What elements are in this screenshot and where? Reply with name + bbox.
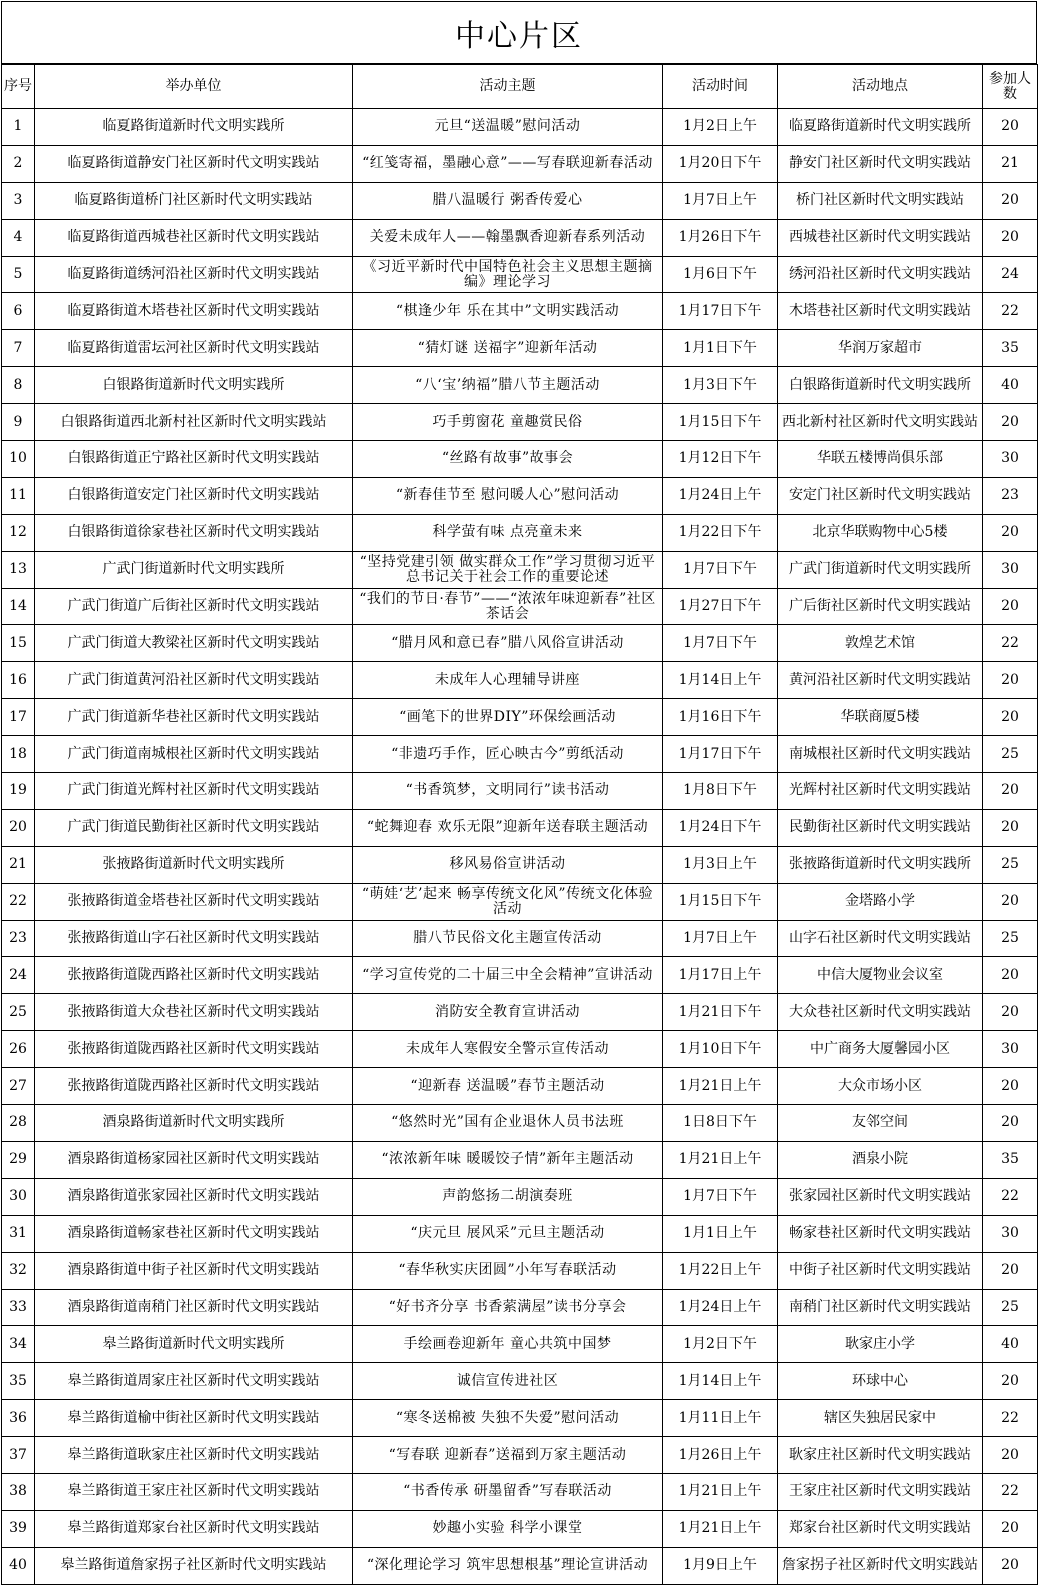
cell-count: 22 [983,1178,1038,1215]
cell-organizer: 皋兰路街道周家庄社区新时代文明实践站 [35,1363,353,1400]
table-row [2,367,1038,404]
cell-count: 22 [983,1400,1038,1437]
cell-theme: 妙趣小实验 科学小课堂 [353,1510,663,1547]
cell-count: 20 [983,662,1038,699]
cell-place: 耿家庄社区新时代文明实践站 [778,1437,983,1474]
table-row [2,145,1038,182]
cell-theme: “丝路有故事”故事会 [353,441,663,478]
cell-time: 1月22日下午 [663,514,778,551]
cell-place: 大众巷社区新时代文明实践站 [778,994,983,1031]
cell-theme: 诚信宣传进社区 [353,1363,663,1400]
cell-organizer: 酒泉路街道张家园社区新时代文明实践站 [35,1178,353,1215]
header-count: 参加人数 [983,65,1038,109]
cell-no: 23 [2,920,35,957]
cell-organizer: 广武门街道南城根社区新时代文明实践站 [35,736,353,773]
cell-no: 11 [2,477,35,514]
cell-count: 20 [983,883,1038,920]
cell-no: 35 [2,1363,35,1400]
cell-organizer: 皋兰路街道詹家拐子社区新时代文明实践站 [35,1547,353,1584]
cell-theme: “深化理论学习 筑牢思想根基”理论宣讲活动 [353,1547,663,1584]
cell-time: 1月26日下午 [663,219,778,256]
cell-place: 白银路街道新时代文明实践所 [778,367,983,404]
cell-theme: 腊八节民俗文化主题宣传活动 [353,920,663,957]
cell-time: 1月12日下午 [663,441,778,478]
cell-theme: “新春佳节至 慰问暖人心”慰问活动 [353,477,663,514]
header-time: 活动时间 [663,65,778,109]
cell-time: 1月2日下午 [663,1326,778,1363]
cell-no: 25 [2,994,35,1031]
cell-time: 1月3日下午 [663,367,778,404]
cell-place: 民勤街社区新时代文明实践站 [778,809,983,846]
cell-time: 1日8日下午 [663,1105,778,1142]
cell-organizer: 广武门街道民勤街社区新时代文明实践站 [35,809,353,846]
table-row [2,1141,1038,1178]
cell-theme: “猜灯谜 送福字”迎新年活动 [353,330,663,367]
cell-place: 畅家巷社区新时代文明实践站 [778,1215,983,1252]
cell-count: 30 [983,551,1038,588]
cell-theme: “春华秋实庆团圆”小年写春联活动 [353,1252,663,1289]
cell-place: 张掖路街道新时代文明实践所 [778,846,983,883]
cell-no: 21 [2,846,35,883]
cell-time: 1月11日上午 [663,1400,778,1437]
header-no: 序号 [2,65,35,109]
table-row [2,736,1038,773]
cell-organizer: 白银路街道正宁路社区新时代文明实践站 [35,441,353,478]
cell-count: 20 [983,809,1038,846]
cell-theme: “棋逢少年 乐在其中”文明实践活动 [353,293,663,330]
cell-place: 光辉村社区新时代文明实践站 [778,773,983,810]
cell-no: 16 [2,662,35,699]
cell-organizer: 皋兰路街道王家庄社区新时代文明实践站 [35,1473,353,1510]
cell-no: 30 [2,1178,35,1215]
cell-no: 33 [2,1289,35,1326]
cell-no: 15 [2,625,35,662]
cell-organizer: 张掖路街道山字石社区新时代文明实践站 [35,920,353,957]
cell-theme: 消防安全教育宣讲活动 [353,994,663,1031]
cell-place: 静安门社区新时代文明实践站 [778,145,983,182]
cell-place: 大众市场小区 [778,1068,983,1105]
table-row [2,699,1038,736]
cell-place: 华润万家超市 [778,330,983,367]
cell-time: 1月15日下午 [663,404,778,441]
cell-place: 黄河沿社区新时代文明实践站 [778,662,983,699]
cell-time: 1月1日下午 [663,330,778,367]
cell-theme: 手绘画卷迎新年 童心共筑中国梦 [353,1326,663,1363]
cell-theme: “坚持党建引领 做实群众工作”学习贯彻习近平总书记关于社会工作的重要论述 [353,551,663,588]
cell-no: 19 [2,773,35,810]
cell-theme: “我们的节日·春节”——“浓浓年味迎新春”社区茶话会 [353,588,663,625]
cell-no: 39 [2,1510,35,1547]
cell-place: 耿家庄小学 [778,1326,983,1363]
table-row [2,1215,1038,1252]
cell-count: 20 [983,773,1038,810]
cell-organizer: 白银路街道安定门社区新时代文明实践站 [35,477,353,514]
cell-theme: 未成年人心理辅导讲座 [353,662,663,699]
cell-time: 1月20日下午 [663,145,778,182]
cell-place: 南稍门社区新时代文明实践站 [778,1289,983,1326]
cell-theme: “萌娃‘艺’起来 畅享传统文化风”传统文化体验活动 [353,883,663,920]
cell-count: 35 [983,330,1038,367]
cell-no: 1 [2,109,35,146]
cell-time: 1月15日下午 [663,883,778,920]
table-row [2,920,1038,957]
cell-time: 1月9日上午 [663,1547,778,1584]
cell-organizer: 酒泉路街道新时代文明实践所 [35,1105,353,1142]
cell-no: 24 [2,957,35,994]
table-header-row [2,65,1038,109]
table-row [2,514,1038,551]
cell-count: 20 [983,957,1038,994]
cell-organizer: 临夏路街道木塔巷社区新时代文明实践站 [35,293,353,330]
cell-theme: 声韵悠扬二胡演奏班 [353,1178,663,1215]
cell-time: 1月7日上午 [663,182,778,219]
cell-time: 1月7日下午 [663,625,778,662]
cell-count: 25 [983,1289,1038,1326]
table-row [2,1547,1038,1584]
cell-theme: 未成年人寒假安全警示宣传活动 [353,1031,663,1068]
cell-theme: “庆元旦 展风采”元旦主题活动 [353,1215,663,1252]
cell-no: 20 [2,809,35,846]
cell-time: 1月21日上午 [663,1473,778,1510]
cell-theme: “画笔下的世界DIY”环保绘画活动 [353,699,663,736]
cell-organizer: 酒泉路街道南稍门社区新时代文明实践站 [35,1289,353,1326]
cell-theme: “蛇舞迎春 欢乐无限”迎新年送春联主题活动 [353,809,663,846]
cell-no: 10 [2,441,35,478]
cell-time: 1月22日上午 [663,1252,778,1289]
cell-organizer: 广武门街道新华巷社区新时代文明实践站 [35,699,353,736]
cell-no: 5 [2,256,35,293]
header-organizer: 举办单位 [35,65,353,109]
table-row [2,773,1038,810]
cell-count: 20 [983,1252,1038,1289]
cell-place: 华联商厦5楼 [778,699,983,736]
cell-theme: 关爱未成年人——翰墨飘香迎新春系列活动 [353,219,663,256]
cell-place: 金塔路小学 [778,883,983,920]
cell-count: 20 [983,219,1038,256]
cell-time: 1月21日上午 [663,1141,778,1178]
table-row [2,1031,1038,1068]
cell-count: 20 [983,182,1038,219]
cell-place: 木塔巷社区新时代文明实践站 [778,293,983,330]
table-row [2,1400,1038,1437]
cell-time: 1月21日上午 [663,1510,778,1547]
cell-time: 1月7日下午 [663,1178,778,1215]
cell-theme: “悠然时光”国有企业退休人员书法班 [353,1105,663,1142]
cell-no: 8 [2,367,35,404]
table-row [2,1473,1038,1510]
cell-place: 桥门社区新时代文明实践站 [778,182,983,219]
cell-no: 2 [2,145,35,182]
cell-count: 40 [983,367,1038,404]
cell-count: 20 [983,1105,1038,1142]
table-row [2,1437,1038,1474]
cell-place: 北京华联购物中心5楼 [778,514,983,551]
table-row [2,1105,1038,1142]
cell-count: 20 [983,1068,1038,1105]
cell-organizer: 张掖路街道陇西路社区新时代文明实践站 [35,1068,353,1105]
cell-place: 敦煌艺术馆 [778,625,983,662]
cell-time: 1月27日下午 [663,588,778,625]
cell-count: 30 [983,1215,1038,1252]
table-row [2,477,1038,514]
table-row [2,588,1038,625]
cell-count: 20 [983,1547,1038,1584]
cell-no: 40 [2,1547,35,1584]
cell-count: 20 [983,404,1038,441]
cell-organizer: 白银路街道徐家巷社区新时代文明实践站 [35,514,353,551]
cell-theme: “书香筑梦，文明同行”读书活动 [353,773,663,810]
cell-count: 21 [983,145,1038,182]
cell-time: 1月26日上午 [663,1437,778,1474]
cell-no: 37 [2,1437,35,1474]
header-theme: 活动主题 [353,65,663,109]
table-row [2,1510,1038,1547]
cell-theme: “迎新春 送温暖”春节主题活动 [353,1068,663,1105]
cell-theme: “学习宣传党的二十届三中全会精神”宣讲活动 [353,957,663,994]
cell-organizer: 张掖路街道新时代文明实践所 [35,846,353,883]
cell-organizer: 广武门街道新时代文明实践所 [35,551,353,588]
cell-no: 7 [2,330,35,367]
cell-count: 25 [983,920,1038,957]
cell-count: 20 [983,699,1038,736]
table-row [2,219,1038,256]
table-row [2,957,1038,994]
activity-table [1,64,1038,1585]
cell-no: 14 [2,588,35,625]
cell-theme: 《习近平新时代中国特色社会主义思想主题摘编》理论学习 [353,256,663,293]
table-row [2,883,1038,920]
cell-organizer: 酒泉路街道杨家园社区新时代文明实践站 [35,1141,353,1178]
cell-count: 30 [983,441,1038,478]
cell-count: 20 [983,994,1038,1031]
table-body [2,109,1038,1585]
header-place: 活动地点 [778,65,983,109]
cell-theme: “浓浓新年味 暖暖饺子情”新年主题活动 [353,1141,663,1178]
table-row [2,662,1038,699]
cell-time: 1月2日上午 [663,109,778,146]
cell-no: 34 [2,1326,35,1363]
cell-organizer: 广武门街道大教梁社区新时代文明实践站 [35,625,353,662]
cell-time: 1月24日上午 [663,1289,778,1326]
cell-place: 中广商务大厦馨园小区 [778,1031,983,1068]
cell-time: 1月7日下午 [663,551,778,588]
cell-place: 友邻空间 [778,1105,983,1142]
cell-count: 22 [983,1473,1038,1510]
cell-place: 酒泉小院 [778,1141,983,1178]
cell-count: 20 [983,109,1038,146]
cell-time: 1月8日下午 [663,773,778,810]
cell-time: 1月21日下午 [663,994,778,1031]
cell-no: 38 [2,1473,35,1510]
cell-place: 山字石社区新时代文明实践站 [778,920,983,957]
cell-time: 1月17日下午 [663,293,778,330]
cell-organizer: 酒泉路街道中街子社区新时代文明实践站 [35,1252,353,1289]
table-row [2,404,1038,441]
cell-no: 9 [2,404,35,441]
cell-organizer: 白银路街道西北新村社区新时代文明实践站 [35,404,353,441]
table-row [2,1289,1038,1326]
cell-no: 32 [2,1252,35,1289]
cell-time: 1月7日上午 [663,920,778,957]
table-row [2,109,1038,146]
cell-count: 24 [983,256,1038,293]
table-row [2,256,1038,293]
cell-theme: 腊八温暖行 粥香传爱心 [353,182,663,219]
cell-place: 临夏路街道新时代文明实践所 [778,109,983,146]
cell-time: 1月24日上午 [663,477,778,514]
cell-no: 27 [2,1068,35,1105]
cell-no: 31 [2,1215,35,1252]
table-row [2,1252,1038,1289]
cell-organizer: 临夏路街道静安门社区新时代文明实践站 [35,145,353,182]
cell-theme: “寒冬送棉被 失独不失爱”慰问活动 [353,1400,663,1437]
table-row [2,625,1038,662]
cell-place: 张家园社区新时代文明实践站 [778,1178,983,1215]
cell-count: 35 [983,1141,1038,1178]
cell-organizer: 酒泉路街道畅家巷社区新时代文明实践站 [35,1215,353,1252]
cell-place: 中信大厦物业会议室 [778,957,983,994]
cell-count: 20 [983,514,1038,551]
cell-theme: “红笺寄福，墨融心意”——写春联迎新春活动 [353,145,663,182]
table-row [2,441,1038,478]
cell-time: 1月21日上午 [663,1068,778,1105]
cell-place: 中街子社区新时代文明实践站 [778,1252,983,1289]
cell-organizer: 临夏路街道雷坛河社区新时代文明实践站 [35,330,353,367]
table-row [2,1178,1038,1215]
cell-organizer: 皋兰路街道郑家台社区新时代文明实践站 [35,1510,353,1547]
cell-no: 18 [2,736,35,773]
cell-no: 17 [2,699,35,736]
cell-place: 安定门社区新时代文明实践站 [778,477,983,514]
cell-count: 22 [983,625,1038,662]
cell-count: 30 [983,1031,1038,1068]
cell-count: 25 [983,736,1038,773]
cell-organizer: 临夏路街道西城巷社区新时代文明实践站 [35,219,353,256]
cell-theme: 移风易俗宣讲活动 [353,846,663,883]
cell-count: 40 [983,1326,1038,1363]
cell-no: 26 [2,1031,35,1068]
table-row [2,846,1038,883]
cell-place: 南城根社区新时代文明实践站 [778,736,983,773]
cell-organizer: 皋兰路街道榆中街社区新时代文明实践站 [35,1400,353,1437]
cell-time: 1月24日下午 [663,809,778,846]
cell-no: 4 [2,219,35,256]
cell-no: 29 [2,1141,35,1178]
cell-theme: “腊月风和意已春”腊八风俗宣讲活动 [353,625,663,662]
cell-count: 23 [983,477,1038,514]
cell-organizer: 广武门街道广后街社区新时代文明实践站 [35,588,353,625]
cell-no: 22 [2,883,35,920]
cell-organizer: 临夏路街道桥门社区新时代文明实践站 [35,182,353,219]
cell-time: 1月17日上午 [663,957,778,994]
cell-no: 6 [2,293,35,330]
cell-place: 华联五楼博尚俱乐部 [778,441,983,478]
cell-place: 郑家台社区新时代文明实践站 [778,1510,983,1547]
cell-theme: 科学萤有味 点亮童未来 [353,514,663,551]
cell-no: 13 [2,551,35,588]
cell-no: 12 [2,514,35,551]
cell-count: 20 [983,1363,1038,1400]
table-row [2,1363,1038,1400]
cell-organizer: 临夏路街道绣河沿社区新时代文明实践站 [35,256,353,293]
cell-theme: “好书齐分享 书香萦满屋”读书分享会 [353,1289,663,1326]
table-row [2,994,1038,1031]
cell-place: 绣河沿社区新时代文明实践站 [778,256,983,293]
cell-organizer: 临夏路街道新时代文明实践所 [35,109,353,146]
cell-time: 1月10日下午 [663,1031,778,1068]
cell-place: 西城巷社区新时代文明实践站 [778,219,983,256]
table-row [2,293,1038,330]
cell-time: 1月6日下午 [663,256,778,293]
table-row [2,1068,1038,1105]
cell-no: 36 [2,1400,35,1437]
cell-organizer: 张掖路街道大众巷社区新时代文明实践站 [35,994,353,1031]
cell-time: 1月14日上午 [663,662,778,699]
cell-time: 1月1日上午 [663,1215,778,1252]
cell-theme: 巧手剪窗花 童趣赏民俗 [353,404,663,441]
sheet-title: 中心片区 [1,1,1037,64]
table-row [2,1326,1038,1363]
cell-place: 西北新村社区新时代文明实践站 [778,404,983,441]
cell-theme: “书香传承 研墨留香”写春联活动 [353,1473,663,1510]
cell-place: 辖区失独居民家中 [778,1400,983,1437]
cell-time: 1月16日下午 [663,699,778,736]
table-row [2,330,1038,367]
cell-count: 20 [983,1510,1038,1547]
cell-count: 20 [983,588,1038,625]
cell-organizer: 张掖路街道陇西路社区新时代文明实践站 [35,957,353,994]
cell-theme: “非遗巧手作，匠心映古今”剪纸活动 [353,736,663,773]
cell-time: 1月14日上午 [663,1363,778,1400]
cell-count: 25 [983,846,1038,883]
activity-sheet [1,1,1037,1585]
cell-time: 1月3日上午 [663,846,778,883]
cell-place: 王家庄社区新时代文明实践站 [778,1473,983,1510]
cell-count: 20 [983,1437,1038,1474]
cell-organizer: 广武门街道黄河沿社区新时代文明实践站 [35,662,353,699]
cell-place: 广后街社区新时代文明实践站 [778,588,983,625]
cell-place: 詹家拐子社区新时代文明实践站 [778,1547,983,1584]
cell-theme: “八‘宝’纳福”腊八节主题活动 [353,367,663,404]
cell-place: 广武门街道新时代文明实践所 [778,551,983,588]
cell-time: 1月17日下午 [663,736,778,773]
cell-count: 22 [983,293,1038,330]
cell-organizer: 广武门街道光辉村社区新时代文明实践站 [35,773,353,810]
table-row [2,809,1038,846]
cell-theme: 元旦“送温暖”慰问活动 [353,109,663,146]
cell-theme: “写春联 迎新春”送福到万家主题活动 [353,1437,663,1474]
table-row [2,551,1038,588]
cell-organizer: 张掖路街道陇西路社区新时代文明实践站 [35,1031,353,1068]
cell-organizer: 张掖路街道金塔巷社区新时代文明实践站 [35,883,353,920]
cell-organizer: 白银路街道新时代文明实践所 [35,367,353,404]
cell-organizer: 皋兰路街道耿家庄社区新时代文明实践站 [35,1437,353,1474]
table-row [2,182,1038,219]
cell-organizer: 皋兰路街道新时代文明实践所 [35,1326,353,1363]
cell-place: 环球中心 [778,1363,983,1400]
cell-no: 28 [2,1105,35,1142]
cell-no: 3 [2,182,35,219]
